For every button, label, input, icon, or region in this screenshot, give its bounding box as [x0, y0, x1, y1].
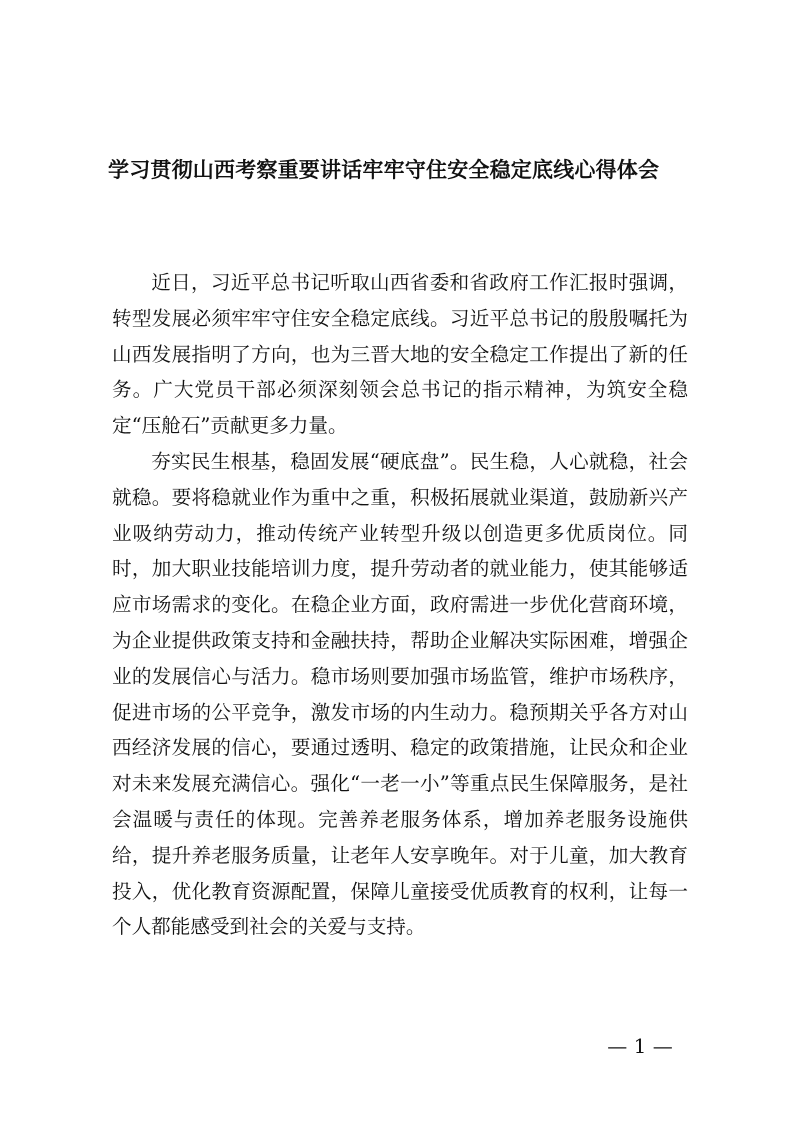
- paragraph-intro: 近日，习近平总书记听取山西省委和省政府工作汇报时强调，转型发展必须牢牢守住安全稳定底线。习近平总书记的殷殷嘱托为山西发展指明了方向，也为三晋大地的安全稳定工作提出了新的任务。广大党员干部必须深刻领会总书记的指示精神，为筑安全稳定“压舱石”贡献更多力量。: [112, 271, 688, 438]
- document-body: [112, 265, 688, 945]
- page-number: — 1 —: [607, 1034, 673, 1058]
- document-title: 学习贯彻山西考察重要讲话牢牢守住安全稳定底线心得体会: [108, 158, 660, 182]
- paragraph-livelihood: 夯实民生根基，稳固发展“硬底盘”。民生稳，人心就稳，社会就稳。要将稳就业作为重中之重，积极拓展就业渠道，鼓励新兴产业吸纳劳动力，推动传统产业转型升级以创造更多优质岗位。同时，加大职业技能培训力度，提升劳动者的就业能力，使其能够适应市场需求的变化。在稳企业方面，政府需进一步优化营商环境，为企业提供政策支持和金融扶持，帮助企业解决实际困难，增强企业的发展信心与活力。稳市场则要加强市场监管，维护市场秩序，促进市场的公平竞争，激发市场的内生动力。稳预期关乎各方对山西经济发展的信心，要通过透明、稳定的政策措施，让民众和企业对未来发展充满信心。强化“一老一小”等重点民生保障服务，是社会温暖与责任的体现。完善养老服务体系，增加养老服务设施供给，提升养老服务质量，让老年人安享晚年。对于儿童，加大教育投入，优化教育资源配置，保障儿童接受优质教育的权利，让每一个人都能感受到社会的关爱与支持。: [112, 449, 688, 939]
